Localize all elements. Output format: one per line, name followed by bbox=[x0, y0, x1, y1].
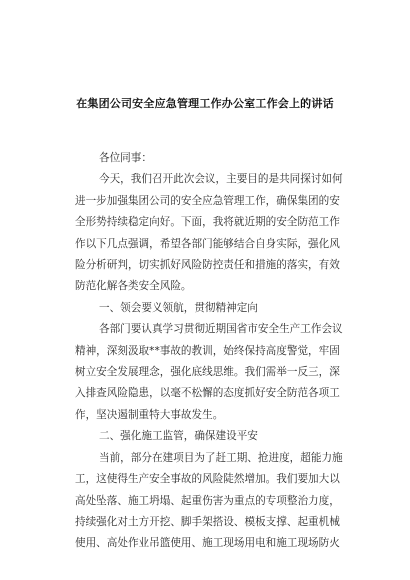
body-line: 高处坠落、施工坍塌、起重伤害为重点的专项整治力度， bbox=[75, 494, 340, 507]
body-line: 当前，部分在建项目为了赶工期、抢进度，超能力施 bbox=[99, 451, 343, 464]
body-line: 各部门要认真学习贯彻近期国省市安全生产工作会议 bbox=[99, 323, 343, 336]
body-line: 入排查风险隐患，以毫不松懈的态度抓好安全防范各项工 bbox=[75, 387, 340, 400]
body-line: 使用、高处作业吊篮使用、施工现场用电和施工现场防火 bbox=[75, 537, 340, 550]
section-heading: 二、强化施工监管，确保建设平安 bbox=[99, 430, 258, 443]
body-line: 持续强化对土方开挖、脚手架搭设、模板支撑、起重机械 bbox=[75, 515, 340, 528]
body-line: 进一步加强集团公司的安全应急管理工作，确保集团的安 bbox=[75, 194, 340, 207]
document-body bbox=[75, 148, 347, 555]
body-line: 全形势持续稳定向好。下面，我将就近期的安全防范工作 bbox=[75, 216, 340, 229]
body-line: 作以下几点强调，希望各部门能够结合自身实际，强化风 bbox=[75, 237, 340, 250]
body-line: 精神，深刻汲取**事故的教训，始终保持高度警觉，牢固 bbox=[75, 344, 340, 357]
body-line: 工，这使得生产安全事故的风险陡然增加。我们要加大以 bbox=[75, 473, 340, 486]
body-line: 树立安全发展理念，强化底线思维。我们需举一反三，深 bbox=[75, 366, 340, 379]
body-line: 险分析研判，切实抓好风险防控责任和措施的落实，有效 bbox=[75, 259, 340, 272]
body-line: 作，坚决遏制重特大事故发生。 bbox=[75, 408, 224, 421]
body-line: 防范化解各类安全风险。 bbox=[75, 280, 192, 293]
salutation: 各位同事： bbox=[99, 152, 152, 164]
document-title: 在集团公司安全应急管理工作办公室工作会上的讲话 bbox=[76, 97, 334, 110]
body-line: 今天，我们召开此次会议，主要目的是共同探讨如何 bbox=[99, 173, 343, 186]
section-heading: 一、领会要义领航，贯彻精神定向 bbox=[99, 301, 258, 314]
